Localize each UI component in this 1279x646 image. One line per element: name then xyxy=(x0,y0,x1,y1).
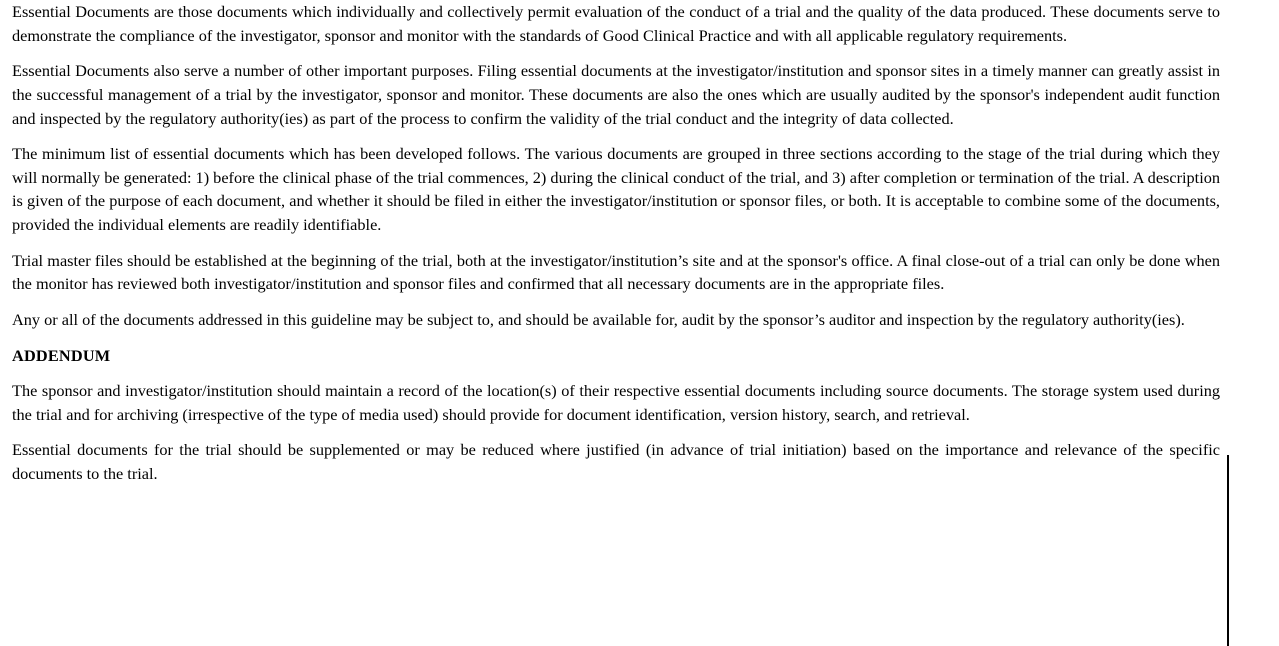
paragraph-5: Any or all of the documents addressed in this guideline may be subject to, and should be available for, audit by the sponsor’s auditor and inspection by the regulatory authority(ies). xyxy=(12,309,1185,329)
addendum-paragraph-1: The sponsor and investigator/institution should maintain a record of the location(s) of their respective essential documents including source documents. The storage system used during the trial and for archiving (irrespective of the type of media used) should provide for document identification, version history, search, and retrieval. xyxy=(12,381,1220,424)
paragraph-2: Essential Documents also serve a number of other important purposes. Filing essential documents at the investigator/institution and sponsor sites in a timely manner can greatly assist in the successful management of a trial by the investigator, sponsor and monitor. These documents are also the ones which are usually audited by the sponsor's independent audit function and inspected by the regulatory authority(ies) as part of the process to confirm the validity of the trial conduct and the integrity of data collected. xyxy=(12,61,1220,128)
paragraph-spacer xyxy=(12,426,1220,438)
document-body xyxy=(12,0,1220,486)
page-border-right-rule xyxy=(1227,455,1229,646)
paragraph-1: Essential Documents are those documents which individually and collectively permit evaluation of the conduct of a trial and the quality of the data produced. These documents serve to demonstrate the compliance of the investigator, sponsor and monitor with the standards of Good Clinical Practice and with all applicable regulatory requirements. xyxy=(12,2,1220,45)
paragraph-spacer xyxy=(12,130,1220,142)
paragraph-4: Trial master files should be established at the beginning of the trial, both at the investigator/institution’s site and at the sponsor's office. A final close-out of a trial can only be done when the monitor has reviewed both investigator/institution and sponsor files and confirmed that all necessary documents are in the appropriate files. xyxy=(12,250,1220,294)
paragraph-spacer xyxy=(12,367,1220,379)
section-spacer xyxy=(12,332,1220,344)
paragraph-spacer xyxy=(12,296,1220,308)
paragraph-3: The minimum list of essential documents which has been developed follows. The various documents are grouped in three sections according to the stage of the trial during which they will normally be generated: 1) before the clinical phase of the trial commences, 2) during the clinical conduct of the trial, and 3) after completion or termination of the trial. A description is given of the purpose of each document, and whether it should be filed in either the investigator/institution or sponsor files, or both. It is acceptable to combine some of the documents, provided the individual elements are readily identifiable. xyxy=(12,144,1221,234)
addendum-paragraph-2: Essential documents for the trial should be supplemented or may be reduced where justified (in advance of trial initiation) based on the importance and relevance of the specific documents to the trial. xyxy=(12,440,1220,483)
paragraph-spacer xyxy=(12,47,1220,59)
addendum-heading: ADDENDUM xyxy=(12,345,111,365)
paragraph-spacer xyxy=(12,237,1220,249)
